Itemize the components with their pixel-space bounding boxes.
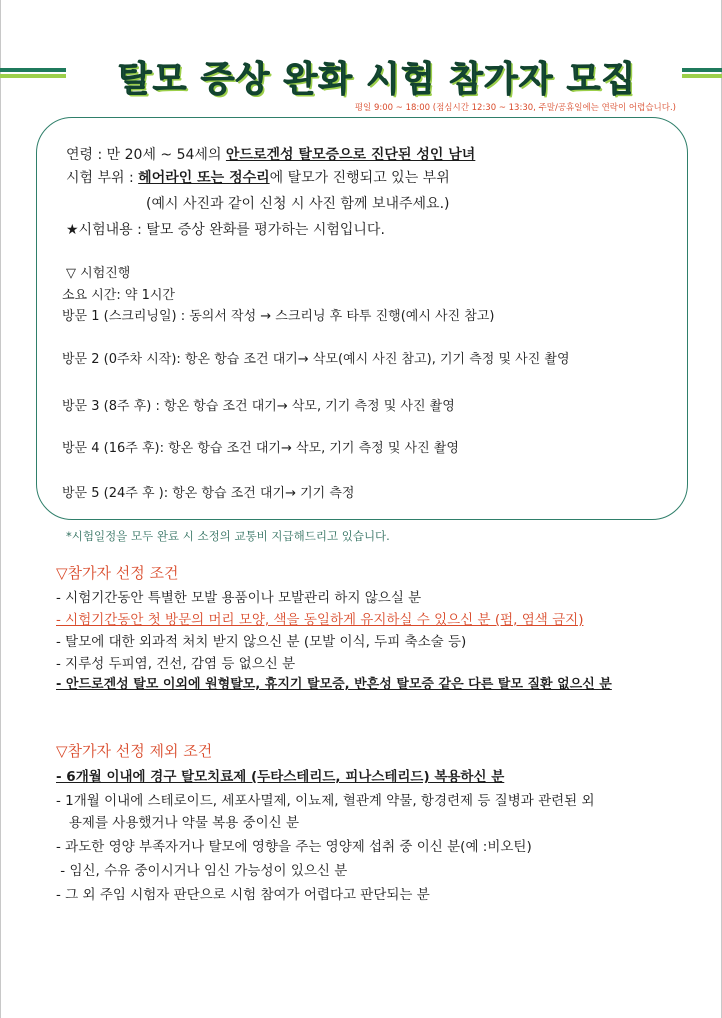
selection-title: ▽참가자 선정 조건	[56, 564, 179, 582]
age-label: 연령 : 만 20세 ~ 54세의	[66, 147, 226, 163]
exclusion-item-3: - 과도한 영양 부족자거나 탈모에 영향을 주는 영양제 섭취 중 이신 분(예 :비오틴)	[56, 839, 532, 855]
site-suffix: 에 탈모가 진행되고 있는 부위	[269, 170, 450, 186]
selection-item-3: - 탈모에 대한 외과적 처치 받지 않으신 분 (모발 이식, 두피 축소술 등)	[56, 634, 467, 650]
age-criteria: 안드로겐성 탈모증으로 진단된 성인 남녀	[225, 147, 476, 163]
progress-header: ▽ 시험진행	[66, 266, 131, 281]
exclusion-title: ▽참가자 선정 제외 조건	[56, 742, 213, 760]
study-content: ★시험내용 : 탈모 증상 완화를 평가하는 시험입니다.	[66, 222, 385, 238]
contact-hours: 평일 9:00 ~ 18:00 (점심시간 12:30 ~ 13:30, 주말/공휴일에는 연락이 어렵습니다.)	[354, 103, 676, 113]
site-emphasis: 헤어라인 또는 정수리	[138, 170, 270, 186]
selection-item-1: - 시험기간동안 특별한 모발 용품이나 모발관리 하지 않으실 분	[56, 590, 422, 606]
title-bar-right-light	[682, 74, 722, 78]
selection-item-2: - 시험기간동안 첫 방문의 머리 모양, 색을 동일하게 유지하실 수 있으신 분 (펌, 염색 금지)	[56, 612, 584, 628]
page-title: 탈모 증상 완화 시험 참가자 모집	[117, 60, 637, 100]
age-line	[66, 144, 475, 164]
visit-2: 방문 2 (0주차 시작): 항온 항습 조건 대기→ 삭모(예시 사진 참고), 기기 측정 및 사진 촬영	[62, 352, 570, 367]
exclusion-item-5: - 그 외 주임 시험자 판단으로 시험 참여가 어렵다고 판단되는 분	[56, 887, 430, 903]
site-line	[66, 167, 450, 187]
visit-1: 방문 1 (스크리닝일) : 동의서 작성 → 스크리닝 후 타투 진행(예시 사진 참고)	[62, 309, 495, 324]
duration: 소요 시간: 약 1시간	[62, 288, 175, 303]
title-bar-left-dark	[0, 68, 66, 72]
visit-3: 방문 3 (8주 후) : 항온 항습 조건 대기→ 삭모, 기기 측정 및 사진 촬영	[62, 399, 455, 414]
exclusion-item-4: - 임신, 수유 중이시거나 임신 가능성이 있으신 분	[56, 863, 348, 879]
title-bar-left-light	[0, 74, 66, 78]
title-banner	[0, 50, 722, 104]
site-note: (예시 사진과 같이 신청 시 사진 함께 보내주세요.)	[146, 196, 450, 212]
visit-5: 방문 5 (24주 후 ): 항온 항습 조건 대기→ 기기 측정	[62, 486, 355, 501]
page-border-left	[0, 0, 1, 1018]
transport-note: *시험일정을 모두 완료 시 소정의 교통비 지급해드리고 있습니다.	[66, 529, 390, 543]
visit-4: 방문 4 (16주 후): 항온 항습 조건 대기→ 삭모, 기기 측정 및 사진 촬영	[62, 441, 459, 456]
title-bar-right-dark	[682, 68, 722, 72]
exclusion-item-1: - 6개월 이내에 경구 탈모치료제 (두타스테리드, 피나스테리드) 복용하신 분	[56, 769, 505, 785]
exclusion-item-2-cont: 용제를 사용했거나 약물 복용 중이신 분	[56, 815, 299, 831]
exclusion-item-2: - 1개월 이내에 스테로이드, 세포사멸제, 이뇨제, 혈관계 약물, 항경련제 등 질병과 관련된 외	[56, 793, 595, 809]
selection-item-5: - 안드로겐성 탈모 이외에 원형탈모, 휴지기 탈모증, 반흔성 탈모증 같은 다른 탈모 질환 없으신 분	[56, 677, 612, 692]
selection-item-4: - 지루성 두피염, 건선, 감염 등 없으신 분	[56, 656, 296, 672]
site-label: 시험 부위 :	[66, 170, 139, 186]
